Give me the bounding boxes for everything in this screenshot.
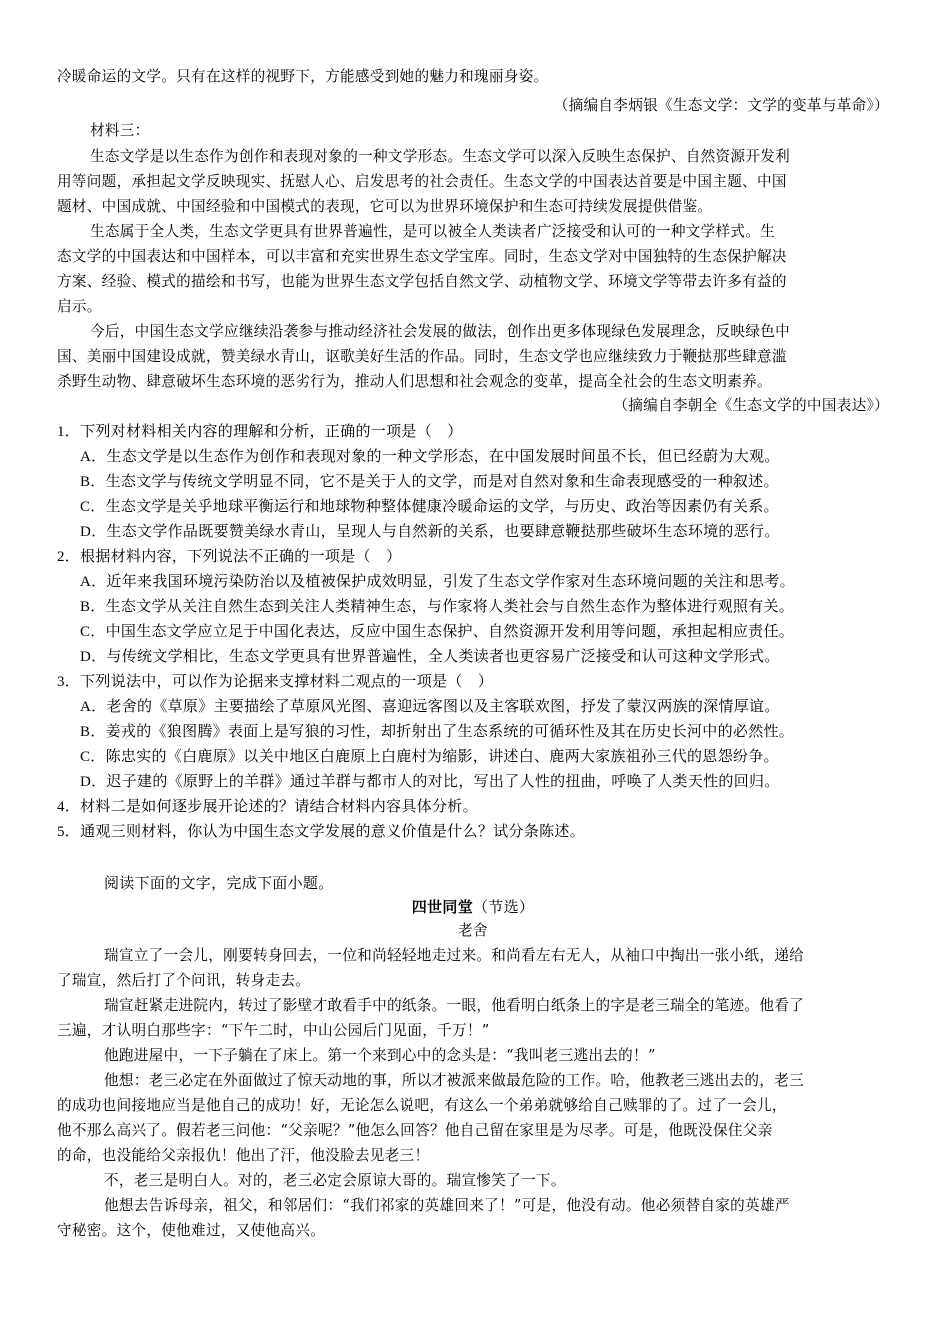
question-stem: 5．通观三则材料，你认为中国生态文学发展的意义价值是什么？试分条陈述。 (57, 824, 586, 840)
story-title: 四世同堂 (411, 900, 473, 916)
material-three-paragraph-line: 今后，中国生态文学应继续沿袭参与推动经济社会发展的做法，创作出更多体现绿色发展理念，反映绿色中 (90, 323, 791, 340)
story-line: 的成功也间接地应当是他自己的成功！好，无论怎么说吧，有这么一个弟弟就够给自己赎罪的了。过了一会儿， (57, 1097, 787, 1114)
question-stem: 3．下列说法中，可以作为论据来支撑材料二观点的一项是（ ） (57, 674, 494, 690)
option-line: A．生态文学是以生态作为创作和表现对象的一种文学形态，在中国发展时间虽不长，但已经蔚为大观。 (80, 449, 780, 465)
option-line: B．姜戎的《狼图腾》表面上是写狼的习性，却折射出了生态系统的可循环性及其在历史长河中的必然性。 (80, 724, 795, 740)
story-line: 的命，也没能给父亲报仇！他出了汗，他没脸去见老三！ (57, 1147, 430, 1164)
material-three-paragraph-line: 生态文学是以生态作为创作和表现对象的一种文学形态。生态文学可以深入反映生态保护、自然资源开发利 (90, 148, 791, 165)
option-line: D．生态文学作品既要赞美绿水青山，呈现人与自然新的关系，也要肆意鞭挞那些破坏生态环境的恶行。 (80, 524, 780, 540)
option-line: C．中国生态文学应立足于中国化表达，反应中国生态保护、自然资源开发利用等问题，承担起相应责任。 (80, 624, 795, 640)
material-three-paragraph-line: 杀野生动物、肆意破坏生态环境的恶劣行为，推动人们思想和社会观念的变革，提高全社会的生态文明素养。 (57, 373, 772, 390)
story-line: 他不那么高兴了。假若老三问他：“父亲呢？”他怎么回答？他自己留在家里是为尽孝。可是，他既没保住父亲 (57, 1122, 773, 1139)
story-line: 他想去告诉母亲，祖父，和邻居们：“我们祁家的英雄回来了！”可是，他没有动。他必须替自家的英雄严 (104, 1197, 790, 1214)
option-line: C．陈忠实的《白鹿原》以关中地区白鹿原上白鹿村为缩影，讲述白、鹿两大家族祖孙三代的恩怨纷争。 (80, 749, 779, 765)
story-line: 瑞宣赶紧走进院内，转过了影壁才敢看手中的纸条。一眼，他看明白纸条上的字是老三瑞全的笔迹。他看了 (104, 997, 805, 1014)
material-two-tail: 冷暖命运的文学。只有在这样的视野下，方能感受到她的魅力和瑰丽身姿。 (57, 68, 549, 85)
option-line: A．近年来我国环境污染防治以及植被保护成效明显，引发了生态文学作家对生态环境问题的关注和思考。 (80, 574, 795, 590)
material-three-title: 材料三： (90, 122, 150, 139)
option-line: C．生态文学是关乎地球平衡运行和地球物种整体健康冷暖命运的文学，与历史、政治等因素仍有关系。 (80, 499, 779, 515)
story-title-note: （节选） (473, 900, 535, 916)
material-three-paragraph-line: 题材、中国成就、中国经验和中国模式的表现，它可以为世界环境保护和生态可持续发展提供借鉴。 (57, 198, 713, 215)
option-line: B．生态文学从关注自然生态到关注人类精神生态，与作家将人类社会与自然生态作为整体进行观照有关。 (80, 599, 795, 615)
material-three-paragraph-line: 启示。 (57, 298, 102, 315)
story-line: 他想：老三必定在外面做过了惊天动地的事，所以才被派来做最危险的工作。哈，他教老三逃出去的，老三 (104, 1072, 805, 1089)
story-line: 了瑞宣，然后打了个问讯，转身走去。 (57, 972, 311, 989)
material-three-paragraph-line: 用等问题，承担起文学反映现实、抚慰人心、启发思考的社会责任。生态文学的中国表达首要是中国主题、中国 (57, 173, 787, 190)
question-stem: 4．材料二是如何逐步展开论述的？请结合材料内容具体分析。 (57, 799, 478, 815)
story-line: 不，老三是明白人。对的，老三必定会原谅大哥的。瑞宣惨笑了一下。 (104, 1172, 566, 1189)
story-line: 守秘密。这个，使他难过，又使他高兴。 (57, 1222, 326, 1239)
question-stem: 1．下列对材料相关内容的理解和分析，正确的一项是（ ） (57, 424, 463, 440)
option-line: B．生态文学与传统文学明显不同，它不是关于人的文学，而是对自然对象和生命表现感受的一种叙述。 (80, 474, 779, 490)
material-three-paragraph-line: 生态属于全人类，生态文学更具有世界普遍性，是可以被全人类读者广泛接受和认可的一种文学样式。生 (90, 223, 776, 240)
reading-instruction: 阅读下面的文字，完成下面小题。 (104, 876, 334, 892)
story-line: 他跑进屋中，一下子躺在了床上。第一个来到心中的念头是：“我叫老三逃出去的！” (104, 1047, 656, 1064)
option-line: D．与传统文学相比，生态文学更具有世界普遍性，全人类读者也更容易广泛接受和认可这种文学形式。 (80, 649, 780, 665)
story-line: 三遍，才认明白那些字：“下午二时，中山公园后门见面，千万！” (57, 1022, 490, 1039)
story-author: 老舍 (458, 922, 488, 939)
story-line: 瑞宣立了一会儿，刚要转身回去，一位和尚轻轻地走过来。和尚看左右无人，从袖口中掏出一张小纸，递给 (104, 947, 805, 964)
material-three-paragraph-line: 方案、经验、模式的描绘和书写，也能为世界生态文学包括自然文学、动植物文学、环境文学等带去许多有益的 (57, 273, 787, 290)
option-line: A．老舍的《草原》主要描绘了草原风光图、喜迎远客图以及主客联欢图，抒发了蒙汉两族的深情厚谊。 (80, 699, 780, 715)
material-three-paragraph-line: 态文学的中国表达和中国样本，可以丰富和充实世界生态文学宝库。同时，生态文学对中国独特的生态保护解决 (57, 248, 787, 265)
material-three-paragraph-line: 国、美丽中国建设成就，赞美绿水青山，讴歌美好生活的作品。同时，生态文学也应继续致力于鞭挞那些肆意滥 (57, 348, 787, 365)
material-three-source: （摘编自李朝全《生态文学的中国表达》） (613, 397, 889, 414)
option-line: D．迟子建的《原野上的羊群》通过羊群与都市人的对比，写出了人性的扭曲，呼唤了人类天性的回归。 (80, 774, 780, 790)
story-heading (57, 898, 889, 918)
question-stem: 2．根据材料内容，下列说法不正确的一项是（ ） (57, 549, 402, 565)
material-two-source: （摘编自李炳银《生态文学：文学的变革与革命》） (553, 97, 889, 114)
